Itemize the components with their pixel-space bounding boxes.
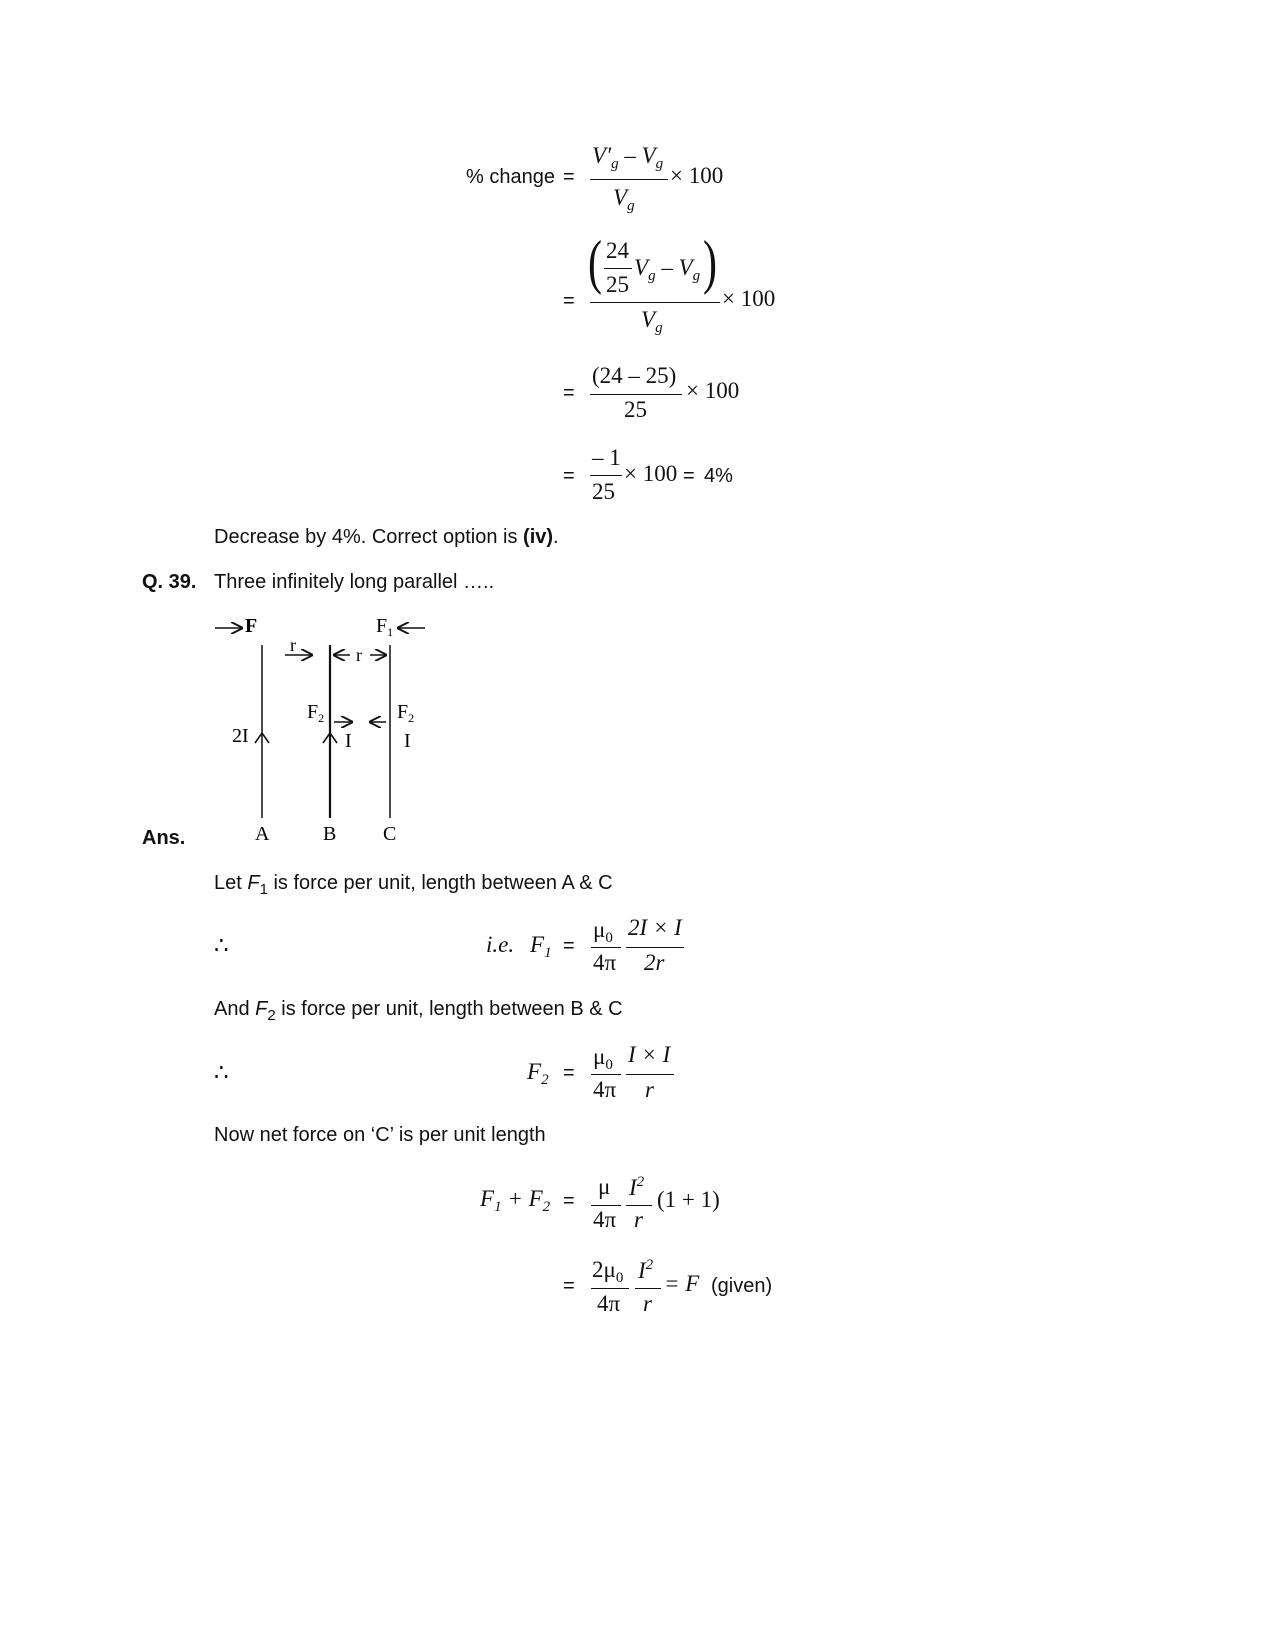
eq1-multiplier: × 100: [670, 163, 724, 188]
eq2-inner-terms: $V_g - V_g$: [634, 255, 701, 284]
eq7-numerator: $I^2$: [629, 1174, 645, 1200]
parallel-wires-figure: [200, 600, 440, 855]
conclusion-text: Decrease by 4%. Correct option is (iv).: [214, 526, 559, 548]
eq6-denominator: r: [645, 1077, 654, 1102]
distance-r-bc: r: [356, 645, 362, 665]
eq2-inner-bar: [604, 268, 632, 269]
eq4-equals-2: =: [683, 465, 695, 487]
eq7-denominator: r: [634, 1207, 643, 1232]
let-f1-text: Let $F_1$ is force per unit, length between A & C: [214, 872, 613, 898]
eq8-given: (given): [711, 1275, 773, 1297]
eq2-multiplier: × 100: [722, 286, 776, 311]
eq5-therefore: ∴: [214, 933, 229, 958]
net-force-text: Now net force on ‘C’ is per unit length: [214, 1124, 546, 1146]
eq4-equals: =: [563, 465, 575, 487]
eq4-denominator: 25: [592, 479, 615, 504]
and-f2-text: And $F_2$ is force per unit, length between B & C: [214, 998, 623, 1024]
eq5-ie: i.e.: [486, 932, 515, 957]
eq5-mu-num: $\mu_0$: [593, 917, 613, 946]
eq4-numerator: – 1: [592, 445, 621, 470]
eq3-numerator: (24 – 25): [592, 363, 677, 388]
eq6-therefore: ∴: [214, 1060, 229, 1085]
eq3-denominator: 25: [624, 397, 647, 422]
eq1-denominator: $V_g$: [613, 185, 635, 214]
eq1-fraction-bar: [590, 179, 668, 180]
eq7-lhs: $F_1 + F_2$: [480, 1186, 551, 1215]
eq1-equals: =: [563, 166, 575, 188]
eq7-mu-num: μ: [598, 1174, 611, 1199]
eq6-mu-bar: [591, 1074, 621, 1075]
eq8-mu-num: $2\mu_0$: [592, 1257, 624, 1286]
eq6-mu-den: 4π: [593, 1077, 617, 1102]
eq7-equals: =: [563, 1190, 575, 1212]
eq3-fraction-bar: [590, 394, 682, 395]
wire-label-C: C: [383, 823, 397, 845]
eq1-lhs: % change: [466, 166, 555, 188]
eq7-tail: (1 + 1): [657, 1187, 720, 1212]
distance-r-ab: r: [290, 635, 296, 655]
eq2-inner-num: 24: [606, 238, 629, 263]
eq2-left-paren: (: [587, 229, 602, 295]
force-F-label: F: [245, 615, 258, 637]
eq5-numerator: 2I × I: [628, 915, 682, 940]
eq8-fraction-bar: [635, 1288, 661, 1289]
eq4-multiplier: × 100: [624, 461, 678, 486]
eq6-numerator: I × I: [628, 1042, 671, 1067]
eq2-equals: =: [563, 290, 575, 312]
eq5-mu-den: 4π: [593, 950, 617, 975]
eq8-tail: = F: [664, 1271, 700, 1296]
question-number: Q. 39.: [142, 571, 197, 593]
eq7-mu-den: 4π: [593, 1207, 617, 1232]
eq3-equals: =: [563, 382, 575, 404]
current-C-label: I: [404, 730, 411, 752]
current-A-label: 2I: [232, 725, 249, 747]
eq2-denominator: $V_g$: [641, 307, 663, 336]
eq2-right-paren: ): [702, 229, 717, 295]
eq6-fraction-bar: [626, 1074, 674, 1075]
eq8-denominator: r: [643, 1291, 652, 1316]
eq8-equals: =: [563, 1275, 575, 1297]
eq7-mu-bar: [591, 1205, 621, 1206]
eq2-inner-den: 25: [606, 272, 629, 297]
wire-label-A: A: [255, 823, 270, 845]
eq4-fraction-bar: [590, 475, 622, 476]
eq8-numerator: $I^2$: [638, 1257, 654, 1283]
answer-label: Ans.: [142, 827, 186, 849]
eq5-equals: =: [563, 935, 575, 957]
eq5-fraction-bar: [626, 947, 684, 948]
eq5-denominator: 2r: [644, 950, 665, 975]
eq6-mu-num: $\mu_0$: [593, 1044, 613, 1073]
eq4-result: 4%: [704, 465, 733, 487]
eq6-lhs: $F_2$: [527, 1059, 549, 1088]
eq5-mu-bar: [591, 947, 621, 948]
eq2-fraction-bar: [590, 302, 720, 303]
eq3-multiplier: × 100: [686, 378, 740, 403]
question-text: Three infinitely long parallel …..: [214, 571, 495, 593]
correct-option: (iv): [523, 526, 554, 548]
eq5-lhs: $F_1$: [530, 932, 552, 961]
force-F2-right-label: $F_2$: [397, 701, 415, 725]
eq6-equals: =: [563, 1062, 575, 1084]
eq8-mu-den: 4π: [597, 1291, 621, 1316]
force-F1-label: $F_1$: [376, 615, 394, 639]
wire-label-B: B: [323, 823, 337, 845]
eq7-fraction-bar: [626, 1205, 652, 1206]
force-F2-left-label: $F_2$: [307, 701, 325, 725]
eq1-numerator: $V'_g - V_g$: [592, 143, 664, 172]
current-B-label: I: [345, 730, 352, 752]
eq8-mu-bar: [591, 1288, 629, 1289]
